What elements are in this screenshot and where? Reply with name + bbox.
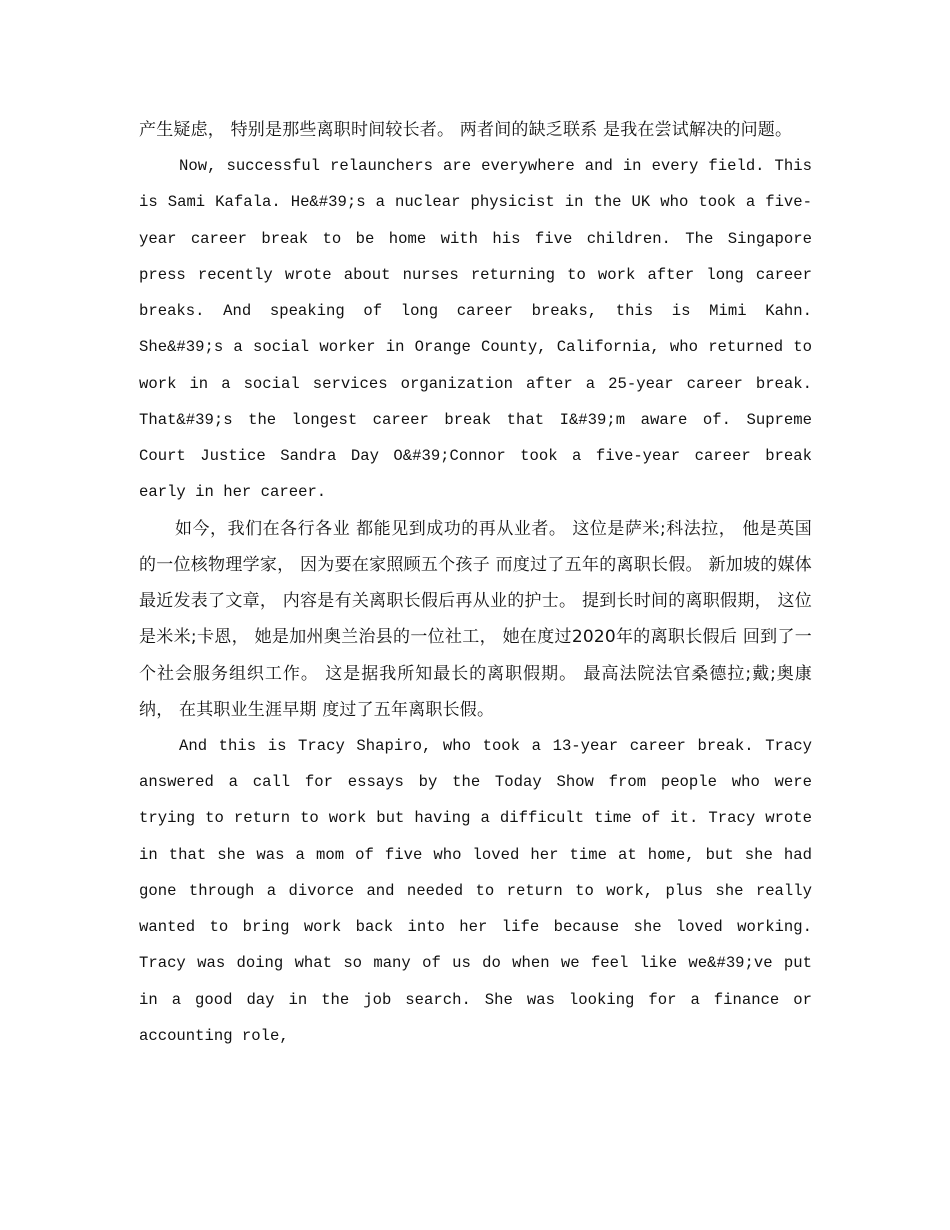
paragraph-zh-1: 产生疑虑， 特别是那些离职时间较长者。 两者间的缺乏联系 是我在尝试解决的问题。 [139,120,793,140]
paragraph-en-2: And this is Tracy Shapiro, who took a 13-year career break. Tracy answered a call for essays by the Today Show from people who were trying to return to work but having a difficult time of it. Tracy wrote in that she was a mom of five who loved her time at home, but she had gone through a divorce and needed to return to work, plus she really wanted to bring work back into her life because she loved working. Tracy was doing what so many of us do when we feel like we&#39;ve put in a good day in the job search. She was looking for a finance or accounting role, [139,736,812,1045]
paragraph-zh-2: 如今，我们在各行各业 都能见到成功的再从业者。 这位是萨米;科法拉， 他是英国的一位核物理学家， 因为要在家照顾五个孩子 而度过了五年的离职长假。 新加坡的媒体最近发表了文章， 内容是有关离职长假后再从业的护士。 提到长时间的离职假期， 这位是米米;卡恩， 她是加州奥兰治县的一位社工， 她在度过2020年的离职长假后 回到了一个社会服务组织工作。 这是据我所知最长的离职假期。 最高法院法官桑德拉;戴;奥康纳， 在其职业生涯早期 度过了五年离职长假。 [139,518,812,720]
paragraph-en-1: Now, successful relaunchers are everywhere and in every field. This is Sami Kafala. He&#39;s a nuclear physicist in the UK who took a five-year career break to be home with his five children. The Singapore press recently wrote about nurses returning to work after long career breaks. And speaking of long career breaks, this is Mimi Kahn. She&#39;s a social worker in Orange County, California, who returned to work in a social services organization after a 25-year career break. That&#39;s the longest career break that I&#39;m aware of. Supreme Court Justice Sandra Day O&#39;Connor took a five-year career break early in her career. [139,157,812,502]
document-body [139,112,812,1054]
